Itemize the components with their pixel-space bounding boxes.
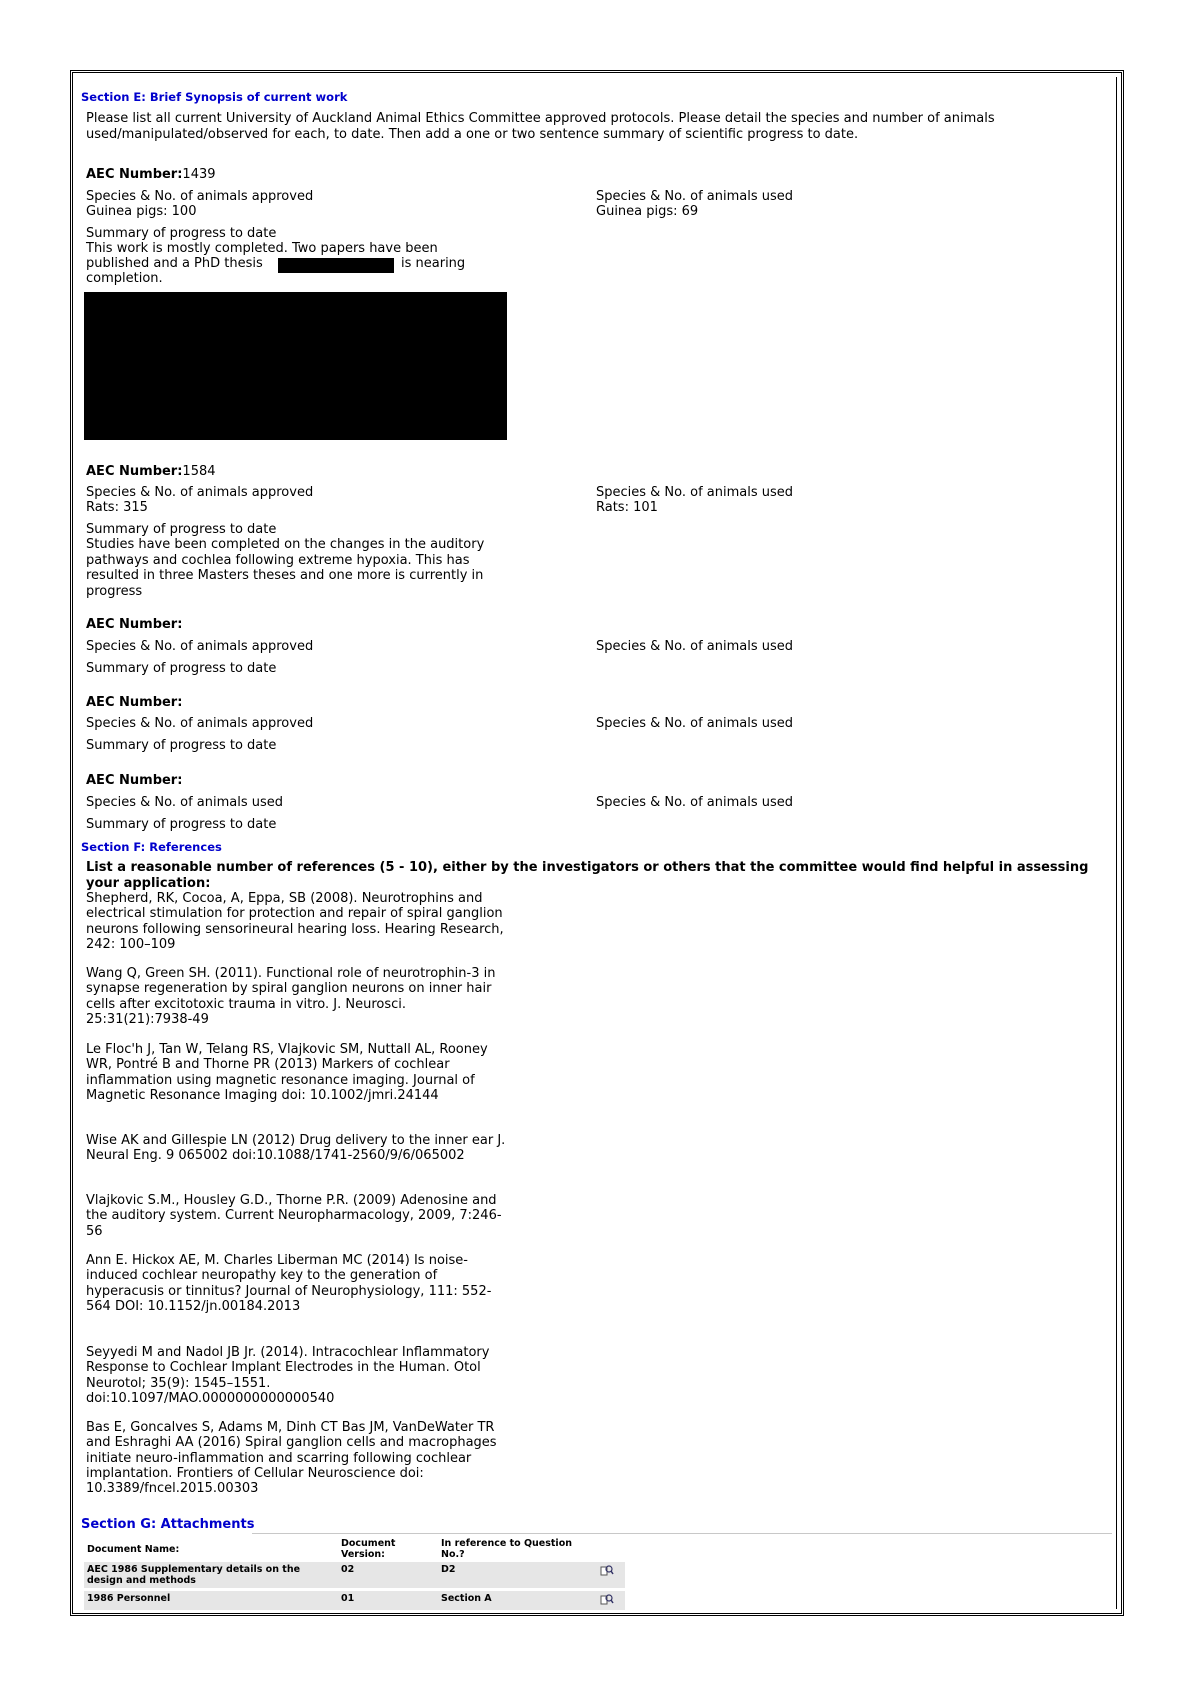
approved-label: Species & No. of animals approved xyxy=(86,189,314,204)
table-row xyxy=(84,1562,625,1590)
aec-number-value: 1439 xyxy=(182,167,216,182)
document-name: AEC 1986 Supplementary details on the design and methods xyxy=(84,1562,338,1590)
aec-number-label: AEC Number: xyxy=(86,617,183,632)
section-divider xyxy=(252,1533,1112,1534)
reference-item: Bas E, Goncalves S, Adams M, Dinh CT Bas JM, VanDeWater TR and Eshraghi AA (2016) Spiral ganglion cells and macrophages initiate neuro-inflammation and scarring following cochlear implantation. Frontiers of Cellular Neuroscience doi: 10.3389/fncel.2015.00303 xyxy=(86,1420,497,1497)
reference-item: Wang Q, Green SH. (2011). Functional role of neurotrophin-3 in synapse regeneration by spiral ganglion neurons on inner hair cells after excitotoxic trauma in vitro. J. Neurosci. 25:31(21):7938-49 xyxy=(86,966,496,1027)
approved-value: Rats: 315 xyxy=(86,500,148,515)
aec-number-label: AEC Number: xyxy=(86,464,183,479)
table-header-row xyxy=(84,1536,625,1562)
summary-label: Summary of progress to date xyxy=(86,522,277,537)
summary-label: Summary of progress to date xyxy=(86,738,277,753)
summary-line: This work is mostly completed. Two papers have been xyxy=(86,241,438,256)
attachments-table-wrap xyxy=(84,1536,625,1613)
redaction-block xyxy=(84,292,507,440)
reference-item: Ann E. Hickox AE, M. Charles Liberman MC (2014) Is noise-induced cochlear neuropathy key to the generation of hyperacusis or tinnitus? Journal of Neurophysiology, 111: 552-564 DOI: 10.1152/jn.00184.2013 xyxy=(86,1253,492,1314)
section-g-title: Section G: Attachments xyxy=(81,1517,255,1532)
question-reference: Section A xyxy=(438,1590,597,1612)
summary-label: Summary of progress to date xyxy=(86,817,277,832)
summary-text: Studies have been completed on the changes in the auditory pathways and cochlea following extreme hypoxia. This has resulted in three Masters theses and one more is currently in progress xyxy=(86,537,485,599)
question-reference: D2 xyxy=(438,1562,597,1590)
used-label: Species & No. of animals used xyxy=(596,485,794,500)
document-version: 01 xyxy=(338,1590,438,1612)
used-label: Species & No. of animals used xyxy=(596,716,794,731)
used-value: Guinea pigs: 69 xyxy=(596,204,699,219)
aec-number-label: AEC Number: xyxy=(86,773,183,788)
view-document-icon[interactable] xyxy=(600,1564,614,1576)
used-value: Rats: 101 xyxy=(596,500,658,515)
table-row xyxy=(84,1590,625,1612)
view-document-cell[interactable] xyxy=(597,1562,625,1590)
reference-item: Wise AK and Gillespie LN (2012) Drug delivery to the inner ear J. Neural Eng. 9 065002 doi:10.1088/1741-2560/9/6/065002 xyxy=(86,1133,506,1164)
section-f-title: Section F: References xyxy=(81,840,222,854)
aec-number-row xyxy=(86,167,216,183)
section-e-title: Section E: Brief Synopsis of current work xyxy=(81,90,348,104)
reference-item: Vlajkovic S.M., Housley G.D., Thorne P.R. (2009) Adenosine and the auditory system. Current Neuropharmacology, 2009, 7:246-56 xyxy=(86,1193,502,1239)
approved-value: Guinea pigs: 100 xyxy=(86,204,197,219)
summary-line: is nearing xyxy=(401,256,466,271)
aec-number-value: 1584 xyxy=(182,464,216,479)
aec-number-row xyxy=(86,464,216,480)
used-label: Species & No. of animals used xyxy=(596,189,794,204)
aec-number-label: AEC Number: xyxy=(86,695,183,710)
section-e-intro: Please list all current University of Auckland Animal Ethics Committee approved protocols. Please detail the species and number of animals used/manipulated/observed for each, to date. Then add a one or two sentence summary of scientific progress to date. xyxy=(86,111,995,142)
aec-number-label: AEC Number: xyxy=(86,167,183,182)
approved-label: Species & No. of animals approved xyxy=(86,639,314,654)
summary-line: completion. xyxy=(86,271,163,286)
column-header: In reference to Question No.? xyxy=(438,1536,597,1562)
approved-label: Species & No. of animals approved xyxy=(86,485,314,500)
approved-label: Species & No. of animals used xyxy=(86,795,284,810)
redaction-block xyxy=(278,258,394,273)
view-document-icon[interactable] xyxy=(600,1593,614,1605)
references-instruction: List a reasonable number of references (5 - 10), either by the investigators or others that the committee would find helpful in assessing your application: xyxy=(86,860,1089,891)
attachments-table xyxy=(84,1536,625,1613)
summary-line: published and a PhD thesis xyxy=(86,256,263,271)
used-label: Species & No. of animals used xyxy=(596,639,794,654)
document-name: 1986 Personnel xyxy=(84,1590,338,1612)
column-header: Document Name: xyxy=(84,1536,338,1562)
reference-item: Le Floc'h J, Tan W, Telang RS, Vlajkovic SM, Nuttall AL, Rooney WR, Pontré B and Thorne PR (2013) Markers of cochlear inflammation using magnetic resonance imaging. Journal of Magnetic Resonance Imaging doi: 10.1002/jmri.24144 xyxy=(86,1042,488,1103)
summary-label: Summary of progress to date xyxy=(86,226,277,241)
column-header: Document Version: xyxy=(338,1536,438,1562)
approved-label: Species & No. of animals approved xyxy=(86,716,314,731)
used-label: Species & No. of animals used xyxy=(596,795,794,810)
document-version: 02 xyxy=(338,1562,438,1590)
view-document-cell[interactable] xyxy=(597,1590,625,1612)
reference-item: Seyyedi M and Nadol JB Jr. (2014). Intracochlear Inflammatory Response to Cochlear Implant Electrodes in the Human. Otol Neurotol; 35(9): 1545–1551. doi:10.1097/MAO.0000000000000540 xyxy=(86,1345,490,1406)
column-header-empty xyxy=(597,1536,625,1562)
summary-label: Summary of progress to date xyxy=(86,661,277,676)
reference-item: Shepherd, RK, Cocoa, A, Eppa, SB (2008). Neurotrophins and electrical stimulation for protection and repair of spiral ganglion neurons following sensorineural hearing loss. Hearing Research, 242: 100–109 xyxy=(86,891,504,952)
